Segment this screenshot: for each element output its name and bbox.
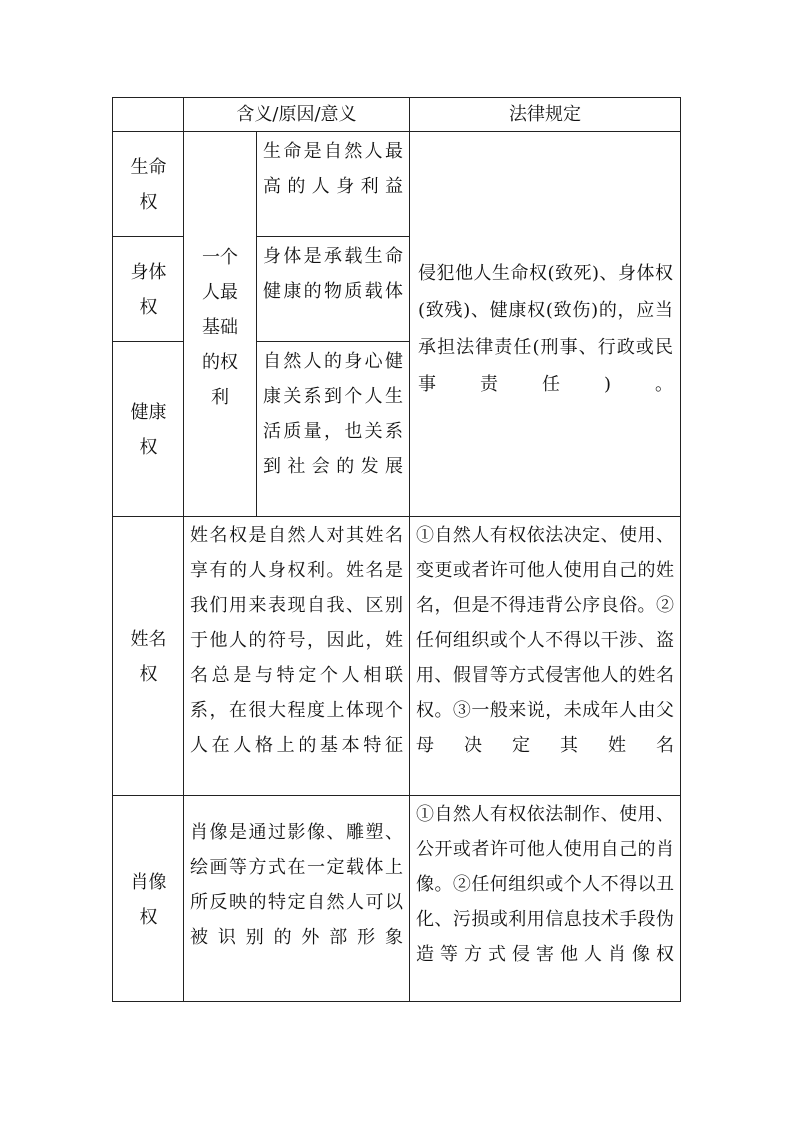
- header-meaning: 含义/原因/意义: [236, 104, 357, 125]
- rule: [409, 97, 410, 1002]
- right-name-name: 姓名权: [130, 629, 167, 685]
- rule: [183, 97, 184, 1002]
- rule: [112, 1001, 681, 1002]
- right-name-portrait: 肖像权: [130, 872, 167, 928]
- right-name-health: 健康权: [130, 402, 167, 458]
- law-portrait: ①自然人有权依法制作、使用、公开或者许可他人使用自己的肖像。②任何组织或个人不得以丑化、污损或利用信息技术手段伪造等方式侵害他人肖像权: [416, 804, 674, 965]
- meaning-name: 姓名权是自然人对其姓名享有的人身权利。姓名是我们用来表现自我、区别于他人的符号，因此，姓名总是与特定个人相联系，在很大程度上体现个人在人格上的基本特征: [190, 525, 403, 756]
- rule: [112, 516, 681, 517]
- rule: [112, 236, 184, 237]
- law-life-group: 侵犯他人生命权(致死)、身体权(致残)、健康权(致伤)的，应当承担法律责任(刑事、行政或民事责任)。: [418, 263, 673, 395]
- law-name: ①自然人有权依法决定、使用、变更或者许可他人使用自己的姓名，但是不得违背公序良俗。②任何组织或个人不得以干涉、盗用、假冒等方式侵害他人的姓名权。③一般来说，未成年人由父母决定其姓名: [416, 525, 674, 756]
- rule: [256, 341, 410, 342]
- rule: [112, 131, 681, 132]
- rule: [112, 341, 184, 342]
- rule: [112, 795, 681, 796]
- detail-life: 生命是自然人最高的人身利益: [263, 141, 403, 197]
- right-name-body: 身体权: [130, 262, 167, 318]
- common-meaning: 一个人最基础的权利: [202, 247, 238, 408]
- detail-body: 身体是承载生命健康的物质载体: [263, 246, 403, 302]
- rule: [256, 236, 410, 237]
- rule: [112, 97, 113, 1002]
- header-law: 法律规定: [509, 104, 581, 125]
- rule: [680, 97, 681, 1002]
- detail-health: 自然人的身心健康关系到个人生活质量，也关系到社会的发展: [263, 351, 403, 477]
- meaning-portrait: 肖像是通过影像、雕塑、绘画等方式在一定载体上所反映的特定自然人可以被识别的外部形象: [190, 822, 403, 948]
- right-name-life: 生命权: [130, 157, 167, 213]
- rule: [256, 131, 257, 517]
